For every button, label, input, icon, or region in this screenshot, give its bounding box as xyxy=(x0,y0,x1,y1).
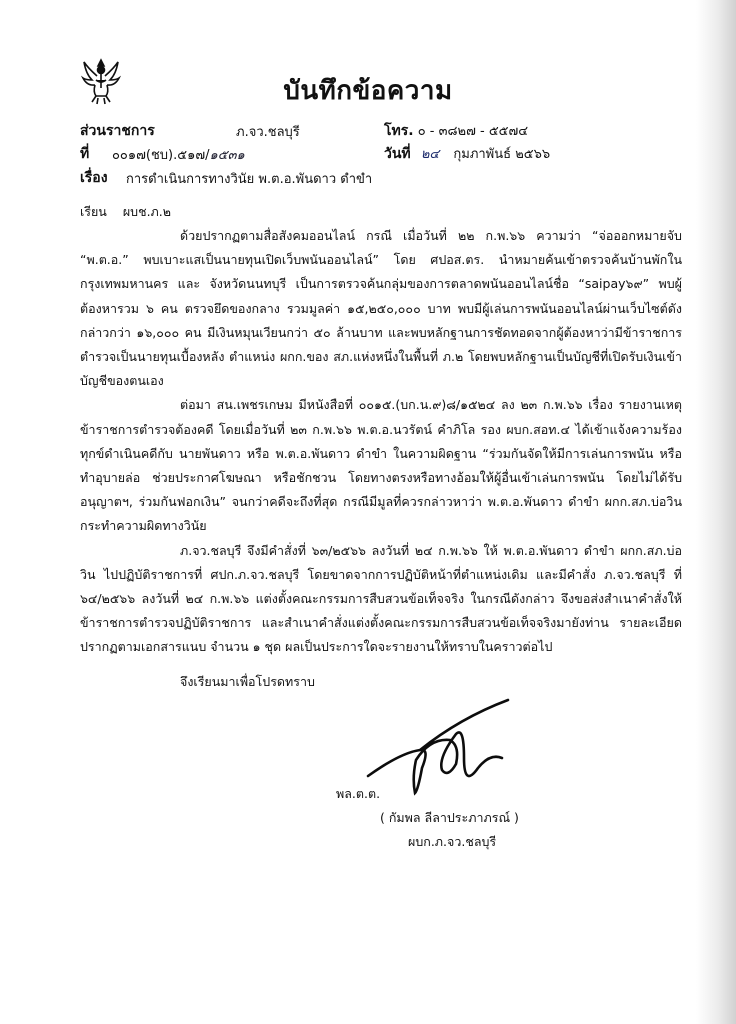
ref-handwritten: ๑๕๓๑ xyxy=(209,148,245,163)
department-value: ภ.จว.ชลบุรี xyxy=(236,125,300,140)
date-value: กุมภาพันธ์ ๒๕๖๖ xyxy=(453,147,551,162)
ref-number xyxy=(112,144,245,165)
page-title: บันทึกข้อความ xyxy=(283,76,453,106)
memo-body xyxy=(80,224,682,694)
to-label: เรียน xyxy=(80,204,107,219)
department-label: ส่วนราชการ xyxy=(80,123,155,139)
signature-icon xyxy=(360,698,520,808)
paragraph-3: ภ.จว.ชลบุรี จึงมีคำสั่งที่ ๖๓/๒๕๖๖ ลงวันที่ ๒๔ ก.พ.๖๖ ให้ พ.ต.อ.พันดาว ดำขำ ผกก.สภ.บ่อวิน ไปปฏิบัติราชการที่ ศปก.ภ.จว.ชลบุรี โดยขาดจากการปฏิบัติหน้าที่ตำแหน่งเดิม และมีคำสั่ง ภ.จว.ชลบุรี ที่ ๖๔/๒๕๖๖ ลงวันที่ ๒๔ ก.พ.๖๖ แต่งตั้งคณะกรรมการสืบสวนข้อเท็จจริง ในกรณีดังกล่าว จึงขอส่งสำเนาคำสั่งให้ข้าราชการตำรวจปฏิบัติราชการ และสำเนาคำสั่งแต่งตั้งคณะกรรมการสืบสวนข้อเท็จจริงมายังท่าน รายละเอียดปรากฏตามเอกสารแนบ จำนวน ๑ ชุด ผลเป็นประการใดจะรายงานให้ทราบในคราวต่อไป xyxy=(80,542,682,655)
date-label: วันที่ xyxy=(384,146,411,162)
closing-line: จึงเรียนมาเพื่อโปรดทราบ xyxy=(180,673,315,689)
scan-edge-shadow xyxy=(696,0,736,1024)
subject-row xyxy=(80,167,108,189)
signer-name: ( กัมพล ลีลาประภาภรณ์ ) xyxy=(380,810,519,825)
department-row xyxy=(80,120,155,142)
salutation-row xyxy=(80,202,171,222)
subject-label: เรื่อง xyxy=(80,170,108,186)
ref-label: ที่ xyxy=(80,146,90,162)
date-handwritten: ๒๔ xyxy=(420,147,440,162)
date-row xyxy=(384,143,550,165)
phone-value: ๐ - ๓๘๒๗ - ๕๕๗๔ xyxy=(417,124,529,139)
to-value: ผบช.ภ.๒ xyxy=(122,204,172,219)
subject-value: การดำเนินการทางวินัย พ.ต.อ.พันดาว ดำขำ xyxy=(126,172,373,187)
paragraph-1: ด้วยปรากฏตามสื่อสังคมออนไลน์ กรณี เมื่อวันที่ ๒๒ ก.พ.๖๖ ความว่า “จ่อออกหมายจับ “พ.ต.อ.” พบเบาะแสเป็นนายทุนเปิดเว็บพนันออนไลน์” โดย ศปอส.ตร. นำหมายค้นเข้าตรวจค้นบ้านพักในกรุงเทพมหานคร และ จังหวัดนนทบุรี เป็นการตรวจค้นกลุ่มของการตลาดพนันออนไลน์ชื่อ “saipay๖๙” พบผู้ต้องหารวม ๖ คน ตรวจยึดของกลาง รวมมูลค่า ๑๕,๒๕๐,๐๐๐ บาท พบมีผู้เล่นการพนันออนไลน์ผ่านเว็บไซต์ดังกล่าวกว่า ๑๖,๐๐๐ คน มีเงินหมุนเวียนกว่า ๕๐ ล้านบาท และพบหลักฐานการชัดทอดจากผู้ต้องหาว่ามีข้าราชการตำรวจเป็นนายทุนเบื้องหลัง ตำแหน่ง ผกก.ของ สภ.แห่งหนึ่งในพื้นที่ ภ.๒ โดยพบหลักฐานเป็นบัญชีที่เปิดรับเงินเข้าบัญชีของตนเอง xyxy=(80,228,682,389)
ref-row xyxy=(80,143,89,165)
phone-row xyxy=(384,120,528,142)
signer-position: ผบก.ภ.จว.ชลบุรี xyxy=(408,834,497,849)
paragraph-2: ต่อมา สน.เพชรเกษม มีหนังสือที่ ๐๐๑๕.(บก.น.๙)๘/๑๕๒๔ ลง ๒๓ ก.พ.๖๖ เรื่อง รายงานเหตุข้าราชการตำรวจต้องคดี โดยเมื่อวันที่ ๒๓ ก.พ.๖๖ พ.ต.อ.นวรัตน์ คำภิโล รอง ผบก.สอท.๔ ได้เข้าแจ้งความร้องทุกข์ดำเนินคดีกับ นายพันดาว หรือ พ.ต.อ.พันดาว ดำขำ ในความผิดฐาน “ร่วมกันจัดให้มีการเล่นการพนัน หรือทำอุบายล่อ ช่วยประกาศโฆษณา หรือชักชวน โดยทางตรงหรือทางอ้อมให้ผู้อื่นเข้าเล่นการพนัน โดยไม่ได้รับอนุญาตฯ, ร่วมกันฟอกเงิน” จนกว่าคดีจะถึงที่สุด กรณีมีมูลที่ควรกล่าวหาว่า พ.ต.อ.พันดาว ดำขำ ผกก.สภ.บ่อวิน กระทำความผิดทางวินัย xyxy=(80,397,682,534)
ref-value: ๐๐๑๗(ชบ).๕๑๗/ xyxy=(112,148,210,163)
phone-label: โทร. xyxy=(384,123,414,139)
signer-rank: พล.ต.ต. xyxy=(336,786,381,801)
